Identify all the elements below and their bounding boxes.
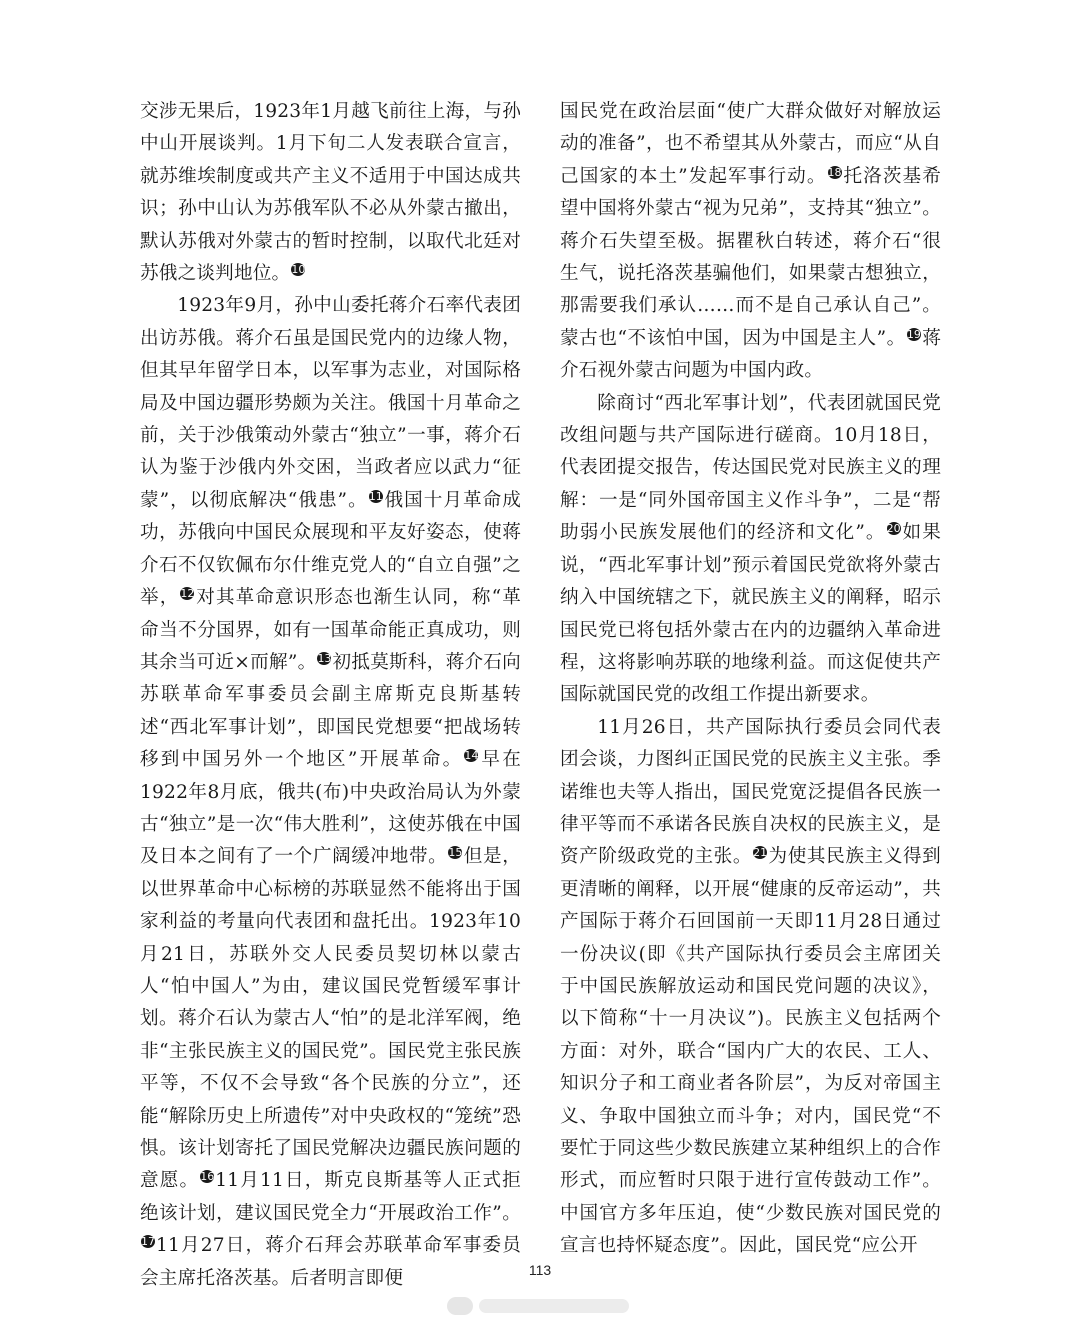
footnote-marker: 18 [827,165,842,179]
paragraph-text: 蒋介石视外蒙古问题为中国内政。 [560,327,942,382]
footnote-marker: 13 [317,651,332,665]
footnote-marker: 11 [368,489,383,503]
paragraph [140,290,521,1295]
paragraph-text: 但是，以世界革命中心标榜的苏联显然不能将出于国家利益的考量向代表团和盘托出。1923年10月21日，苏联外交人民委员契切林以蒙古人“怕中国人”为由，建议国民党暂缓军事计划。蒋介石认为蒙古人“怕”的是北洋军阀，绝非“主张民族主义的国民党”。国民党主张民族平等，不仅不会导致“各个民族的分立”，还能“解除历史上所遗传”对中央政权的“笼统”恐惧。该计划寄托了国民党解决边疆民族问题的意愿。 [140,846,521,1192]
left-text-column [140,96,521,1295]
footnote-marker: 20 [886,522,901,536]
footnote-marker: 21 [753,846,768,860]
watermark-logo-icon [447,1297,473,1315]
paragraph-text: 托洛茨基希望中国将外蒙古“视为兄弟”，支持其“独立”。蒋介石失望至极。据瞿秋白转述，蒋介石“很生气，说托洛茨基骗他们，如果蒙古想独立，那需要我们承认……而不是自己承认自己”。蒙古也“不该怕中国，因为中国是主人”。 [560,165,941,349]
paragraph-text: 国民党在政治层面“使广大群众做好对解放运动的准备”，也不希望其从外蒙古，而应“从自己国家的本土”发起军事行动。 [560,101,941,187]
footnote-marker: 14 [464,749,479,763]
footnote-marker: 19 [906,327,921,341]
paragraph [560,96,941,388]
paragraph [560,712,941,1263]
right-text-column [560,96,941,1263]
footnote-marker: 15 [448,846,463,860]
paragraph-text: 早在1922年8月底，俄共(布)中央政治局认为外蒙古“独立”是一次“伟大胜利”，这使苏俄在中国及日本之间有了一个广阔缓冲地带。 [140,749,521,868]
paragraph-text: 11月11日，斯克良斯基等人正式拒绝该计划，建议国民党全力“开展政治工作”。 [140,1170,521,1224]
watermark-text-blur [479,1299,629,1313]
paragraph-text: 除商讨“西北军事计划”，代表团就国民党改组问题与共产国际进行磋商。10月18日，代表团提交报告，传达国民党对民族主义的理解：一是“同外国帝国主义作斗争”，二是“帮助弱小民族发展他们的经济和文化”。 [560,392,941,544]
paragraph [140,96,521,290]
paragraph-text: 对其革命意识形态也渐生认同，称“革命当不分国界，如有一国革命能正真成功，则其余当可近×而解”。 [140,587,521,673]
footnote-marker: 10 [291,263,306,277]
paragraph-text: 11月27日，蒋介石拜会苏联革命军事委员会主席托洛茨基。后者明言即便 [140,1235,521,1289]
paragraph-text: 为使其民族主义得到更清晰的阐释，以开展“健康的反帝运动”，共产国际于蒋介石回国前一天即11月28日通过一份决议(即《共产国际执行委员会主席团关于中国民族解放运动和国民党问题的决议》，以下简称“十一月决议”)。民族主义包括两个方面：对外，联合“国内广大的农民、工人、知识分子和工商业者各阶层”，为反对帝国主义、争取中国独立而斗争；对内，国民党“不要忙于同这些少数民族建立某种组织上的合作形式，而应暂时只限于进行宣传鼓动工作”。中国官方多年压迫，使“少数民族对国民党的宣言也持怀疑态度”。因此，国民党“应公开 [560,846,941,1257]
paragraph-text: 交涉无果后，1923年1月越飞前往上海，与孙中山开展谈判。1月下旬二人发表联合宣言，就苏维埃制度或共产主义不适用于中国达成共识；孙中山认为苏俄军队不必从外蒙古撤出，默认苏俄对外蒙古的暂时控制，以取代北廷对苏俄之谈判地位。 [140,101,521,285]
paragraph-text: 如果说，“西北军事计划”预示着国民党欲将外蒙古纳入中国统辖之下，就民族主义的阐释，昭示国民党已将包括外蒙古在内的边疆纳入革命进程，这将影响苏联的地缘利益。而这促使共产国际就国民党的改组工作提出新要求。 [560,522,941,706]
paragraph-text: 1923年9月，孙中山委托蒋介石率代表团出访苏俄。蒋介石虽是国民党内的边缘人物，但其早年留学日本，以军事为志业，对国际格局及中国边疆形势颇为关注。俄国十月革命之前，关于沙俄策动外蒙古“独立”一事，蒋介石认为鉴于沙俄内外交困，当政者应以武力“征蒙”，以彻底解决“俄患”。 [140,295,521,511]
footnote-marker: 17 [141,1235,155,1249]
paragraph [560,388,941,712]
watermark [447,1297,629,1315]
page-number: 113 [528,1262,552,1278]
paragraph-text: 11月26日，共产国际执行委员会同代表团会谈，力图纠正国民党的民族主义主张。季诺维也夫等人指出，国民党宽泛提倡各民族一律平等而不承诺各民族自决权的民族主义，是资产阶级政党的主张。 [560,716,941,868]
paragraph-text: 初抵莫斯科，蒋介石向苏联革命军事委员会副主席斯克良斯基转述“西北军事计划”，即国民党想要“把战场转移到中国另外一个地区”开展革命。 [140,651,521,771]
footnote-marker: 16 [200,1170,215,1184]
footnote-marker: 12 [180,587,195,601]
paragraph-text: 俄国十月革命成功，苏俄向中国民众展现和平友好姿态，使蒋介石不仅钦佩布尔什维克党人的“自立自强”之举， [140,489,521,609]
